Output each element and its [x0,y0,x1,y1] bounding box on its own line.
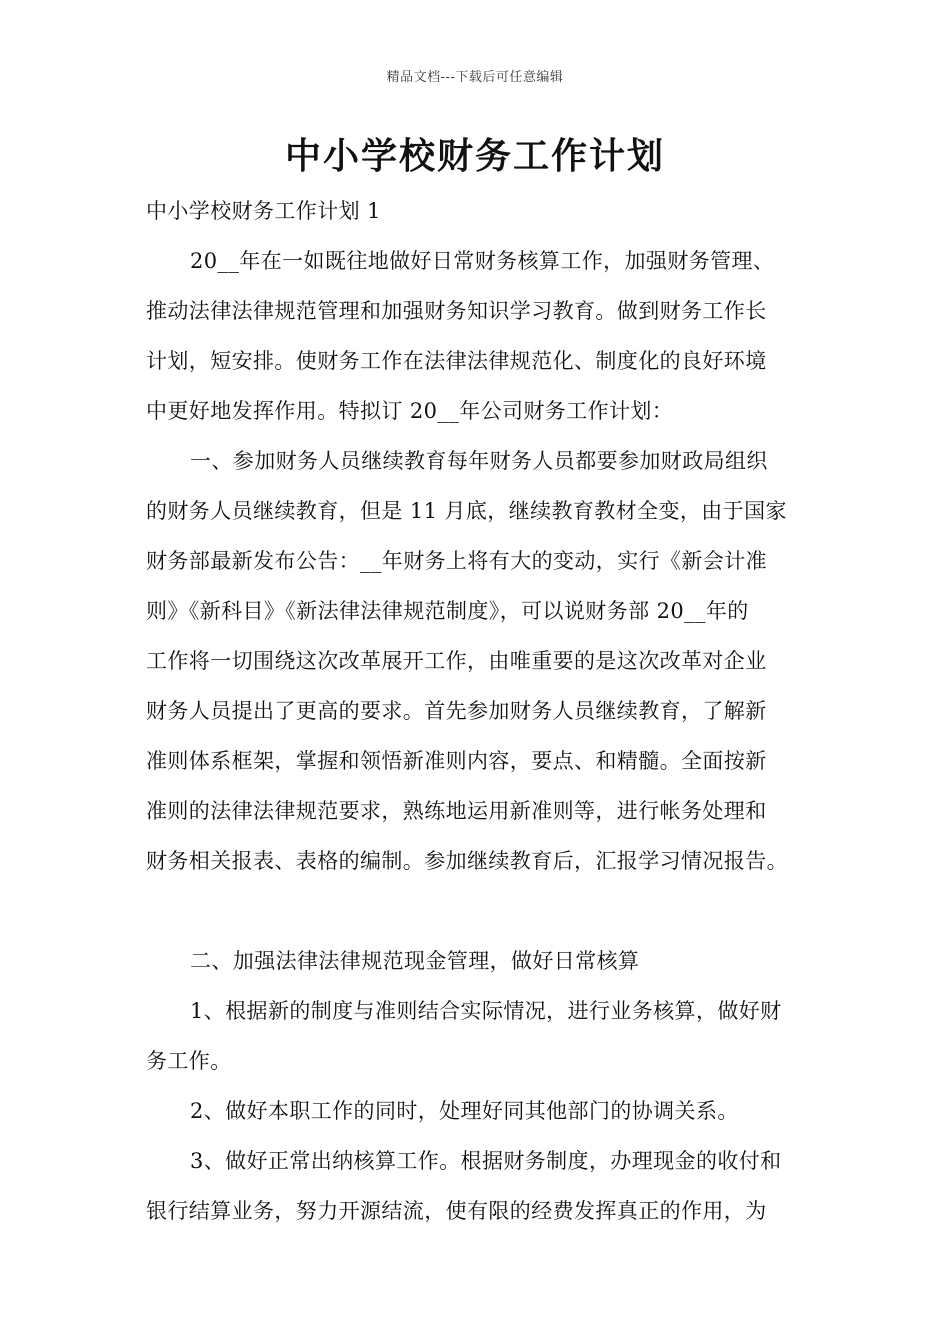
paragraph-line: 中更好地发挥作用。特拟订 20__年公司财务工作计划： [146,399,674,423]
paragraph-line: 银行结算业务，努力开源结流，使有限的经费发挥真正的作用，为 [146,1199,767,1223]
section-heading: 二、加强法律法律规范现金管理，做好日常核算 [190,949,640,973]
paragraph-line: 3、做好正常出纳核算工作。根据财务制度，办理现金的收付和 [190,1149,782,1173]
paragraph-line: 财务人员提出了更高的要求。首先参加财务人员继续教育，了解新 [146,699,767,723]
paragraph-line: 务工作。 [146,1049,232,1073]
document-body [146,186,826,1236]
paragraph-line: 财务相关报表、表格的编制。参加继续教育后，汇报学习情况报告。 [146,849,788,873]
paragraph-line: 2、做好本职工作的同时，处理好同其他部门的协调关系。 [190,1099,739,1123]
paragraph-line: 一、参加财务人员继续教育每年财务人员都要参加财政局组织 [190,449,768,473]
paragraph-line: 财务部最新发布公告：__年财务上将有大的变动，实行《新会计准 [146,549,767,573]
paragraph-line: 则》《新科目》《新法律法律规范制度》，可以说财务部 20__年的 [146,599,749,623]
paragraph-line: 准则的法律法律规范要求，熟练地运用新准则等，进行帐务处理和 [146,799,767,823]
paragraph-line: 准则体系框架，掌握和领悟新准则内容，要点、和精髓。全面按新 [146,749,767,773]
paragraph-gap [146,886,826,936]
paragraph-line: 工作将一切围绕这次改革展开工作，由唯重要的是这次改革对企业 [146,649,767,673]
document-title: 中小学校财务工作计划 [284,135,665,177]
paragraph-line: 1、根据新的制度与准则结合实际情况，进行业务核算，做好财 [190,999,782,1023]
paragraph-line: 20__年在一如既往地做好日常财务核算工作，加强财务管理、 [190,249,775,273]
paragraph-line: 推动法律法律规范管理和加强财务知识学习教育。做到财务工作长 [146,299,767,323]
paragraph-line: 计划，短安排。使财务工作在法律法律规范化、制度化的良好环境 [146,349,767,373]
header-note: 精品文档---下载后可任意编辑 [386,70,564,85]
section-subtitle: 中小学校财务工作计划 1 [146,199,381,223]
paragraph-line: 的财务人员继续教育，但是 11 月底，继续教育教材全变，由于国家 [146,499,787,523]
